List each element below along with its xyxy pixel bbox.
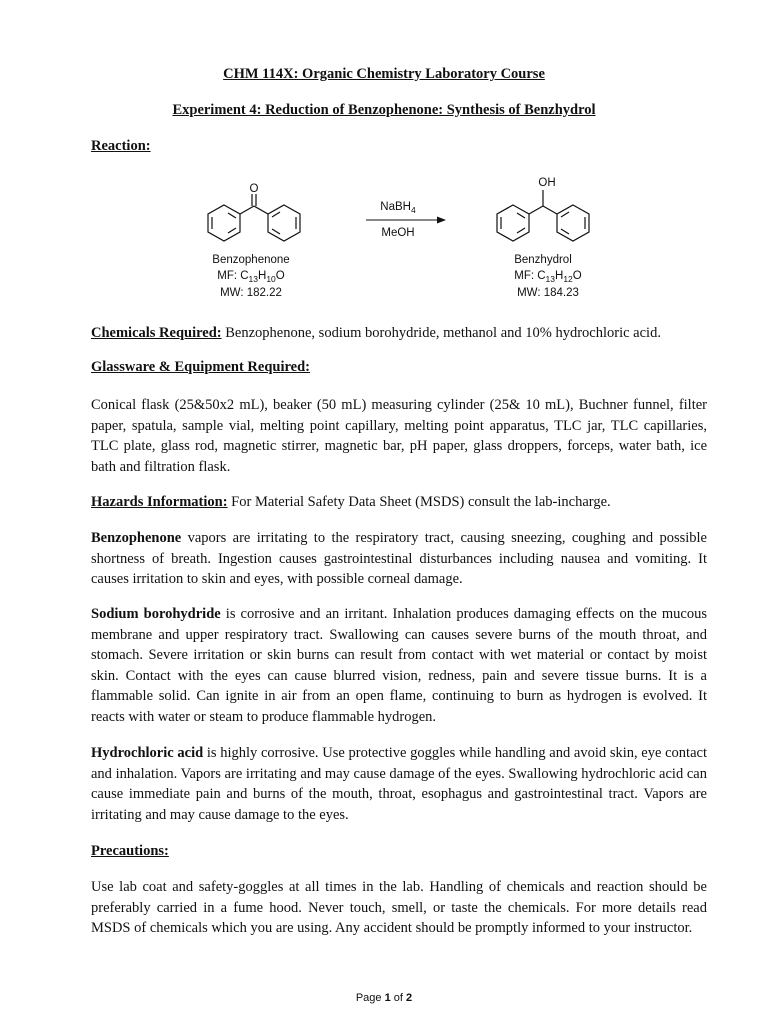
benzophenone-formula: MF: $C_{13}H_{10}O$	[217, 270, 285, 284]
hazard-benzophenone: Benzophenone vapors are irritating to the respiratory tract, causing sneezing, coughing and possible shortness of breath. Ingestion causes gastrointestinal disturbances including nausea and vomiting. It causes irritation to skin and eyes, with possible corneal damage.	[91, 530, 707, 587]
reaction-heading: Reaction:	[91, 138, 151, 154]
carbonyl-oxygen-label: O	[249, 183, 259, 195]
benzhydrol-mw: MW: 184.23	[517, 287, 579, 299]
hazard-sodium-borohydride: Sodium borohydride is corrosive and an irritant. Inhalation produces damaging effects on the mucous membrane and upper respiratory tract. Swallowing can causes severe burns of the mouth throat, and stomach. Severe irritation or skin burns can result from contact with wet material or contact by moist skin. Contact with the eyes can cause blurred vision, redness, pain and severe tissue burns. It is a flammable solid. Can ignite in air from an open flame, continuing to burn as hydrogen is evolved. It reacts with water or steam to produce flammable hydrogen.	[91, 606, 707, 725]
glassware-heading: Glassware & Equipment Required:	[91, 359, 310, 375]
glassware-text: Conical flask (25&50x2 mL), beaker (50 mL) measuring cylinder (25& 10 mL), Buchner funnel, filter paper, spatula, sample vial, melting point capillary, melting point apparatus, TLC jar, TLC capillaries, TLC plate, glass rod, magnetic stirrer, magnetic bar, pH paper, glass droppers, forceps, water bath, ice bath and filtration flask.	[91, 397, 707, 475]
reaction-scheme	[0, 170, 768, 310]
precautions-heading: Precautions:	[91, 843, 169, 859]
benzophenone-structure	[208, 194, 300, 241]
experiment-title: Experiment 4: Reduction of Benzophenone: Synthesis of Benzhydrol	[172, 102, 596, 118]
chemicals-required: Chemicals Required: Benzophenone, sodium borohydride, methanol and 10% hydrochloric acid.	[91, 325, 661, 341]
benzhydrol-name: Benzhydrol	[514, 254, 572, 266]
benzhydrol-structure	[497, 190, 589, 241]
hydroxyl-label: OH	[538, 177, 556, 189]
course-title: CHM 114X: Organic Chemistry Laboratory Course	[223, 66, 545, 82]
page-footer: Page 1 of 2	[355, 992, 413, 1004]
hazards-info: Hazards Information: For Material Safety Data Sheet (MSDS) consult the lab-incharge.	[91, 494, 611, 510]
precautions-text: Use lab coat and safety-goggles at all times in the lab. Handling of chemicals and reaction should be preferably carried in a fume hood. Never touch, smell, or taste the chemicals. For more details read MSDS of chemicals which you are using. Any accident should be promptly informed to your instructor.	[91, 879, 707, 936]
reagent-nabh4: NaBH$_4$	[380, 201, 416, 215]
solvent-meoh: MeOH	[381, 227, 415, 239]
benzophenone-name: Benzophenone	[212, 254, 290, 266]
benzophenone-mw: MW: 182.22	[220, 287, 282, 299]
reaction-arrow	[366, 217, 446, 224]
benzhydrol-formula: MF: $C_{13}H_{12}O$	[514, 270, 582, 284]
hazard-hydrochloric-acid: Hydrochloric acid is highly corrosive. Use protective goggles while handling and avoid skin, eye contact and inhalation. Vapors are irritating and may cause damage of the eyes. Swallowing hydrochloric acid can cause immediate pain and burns of the mouth, throat, esophagus and gastrointestinal tract. Vapors are irritating and may cause damage to the eyes.	[91, 745, 707, 823]
